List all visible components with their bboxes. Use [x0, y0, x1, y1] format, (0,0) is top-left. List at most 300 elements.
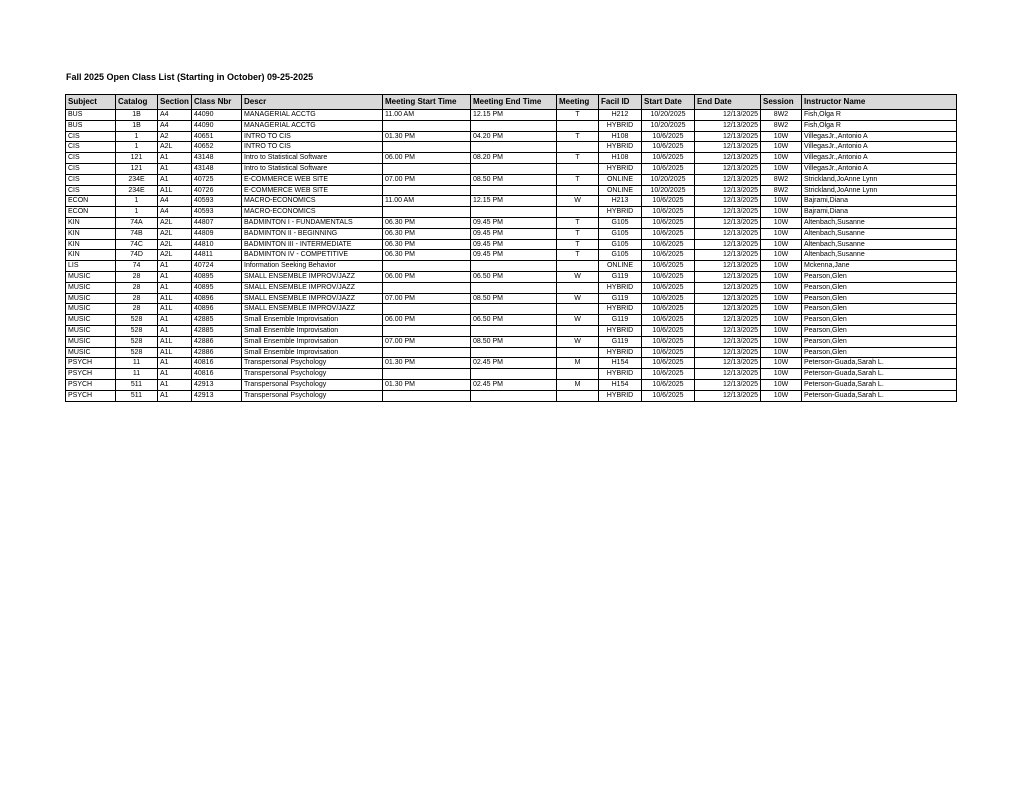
cell-section: A1L [158, 185, 192, 196]
cell-instructor-name: Altenbach,Susanne [802, 250, 957, 261]
table-row [66, 163, 957, 174]
cell-end-date: 12/13/2025 [695, 379, 761, 390]
cell-instructor-name: Pearson,Glen [802, 336, 957, 347]
cell-end-date: 12/13/2025 [695, 390, 761, 401]
cell-section: A2L [158, 217, 192, 228]
cell-catalog: 1 [116, 131, 158, 142]
cell-instructor-name: Pearson,Glen [802, 271, 957, 282]
cell-instructor-name: Strickland,JoAnne Lynn [802, 174, 957, 185]
cell-facil-id: G119 [599, 315, 642, 326]
cell-instructor-name: VillegasJr.,Antonio A [802, 153, 957, 164]
cell-meeting-end-time: 06.50 PM [471, 271, 557, 282]
cell-end-date: 12/13/2025 [695, 282, 761, 293]
cell-meeting: T [557, 239, 599, 250]
table-row [66, 196, 957, 207]
cell-subject: PSYCH [66, 369, 116, 380]
cell-class-nbr: 40726 [192, 185, 242, 196]
cell-start-date: 10/6/2025 [642, 153, 695, 164]
cell-descr: Intro to Statistical Software [242, 163, 383, 174]
cell-meeting-end-time [471, 261, 557, 272]
cell-section: A1L [158, 293, 192, 304]
cell-meeting: M [557, 379, 599, 390]
class-list-table [65, 94, 957, 402]
cell-catalog: 28 [116, 282, 158, 293]
cell-instructor-name: Fish,Olga R [802, 120, 957, 131]
cell-meeting: W [557, 196, 599, 207]
cell-subject: KIN [66, 239, 116, 250]
table-row [66, 304, 957, 315]
cell-instructor-name: Bajrami,Diana [802, 207, 957, 218]
cell-meeting-start-time: 01.30 PM [383, 131, 471, 142]
cell-meeting-start-time [383, 390, 471, 401]
cell-catalog: 528 [116, 336, 158, 347]
cell-section: A1L [158, 347, 192, 358]
cell-meeting-start-time: 07.00 PM [383, 293, 471, 304]
cell-descr: SMALL ENSEMBLE IMPROV/JAZZ [242, 282, 383, 293]
table-row [66, 369, 957, 380]
cell-section: A2 [158, 131, 192, 142]
cell-end-date: 12/13/2025 [695, 174, 761, 185]
cell-class-nbr: 40593 [192, 196, 242, 207]
cell-descr: Transpersonal Psychology [242, 379, 383, 390]
cell-facil-id: H154 [599, 379, 642, 390]
table-row [66, 390, 957, 401]
cell-facil-id: HYBRID [599, 347, 642, 358]
cell-facil-id: HYBRID [599, 163, 642, 174]
cell-session: 10W [761, 153, 802, 164]
column-header-catalog: Catalog [116, 95, 158, 110]
cell-descr: SMALL ENSEMBLE IMPROV/JAZZ [242, 271, 383, 282]
cell-facil-id: G119 [599, 336, 642, 347]
cell-meeting [557, 282, 599, 293]
cell-subject: ECON [66, 207, 116, 218]
cell-class-nbr: 44810 [192, 239, 242, 250]
cell-end-date: 12/13/2025 [695, 153, 761, 164]
cell-meeting [557, 369, 599, 380]
cell-end-date: 12/13/2025 [695, 163, 761, 174]
cell-session: 10W [761, 369, 802, 380]
table-row [66, 153, 957, 164]
cell-facil-id: H154 [599, 358, 642, 369]
table-row [66, 217, 957, 228]
cell-facil-id: G105 [599, 250, 642, 261]
cell-meeting: T [557, 250, 599, 261]
cell-descr: SMALL ENSEMBLE IMPROV/JAZZ [242, 304, 383, 315]
cell-class-nbr: 40816 [192, 369, 242, 380]
cell-facil-id: G119 [599, 271, 642, 282]
cell-instructor-name: Peterson-Guada,Sarah L. [802, 379, 957, 390]
cell-meeting-end-time [471, 120, 557, 131]
cell-section: A1 [158, 163, 192, 174]
cell-meeting-end-time: 09.45 PM [471, 239, 557, 250]
cell-catalog: 528 [116, 325, 158, 336]
cell-facil-id: H108 [599, 153, 642, 164]
cell-meeting-start-time: 06.30 PM [383, 250, 471, 261]
cell-session: 10W [761, 196, 802, 207]
cell-facil-id: H212 [599, 110, 642, 121]
cell-meeting-end-time: 04.20 PM [471, 131, 557, 142]
cell-class-nbr: 42886 [192, 336, 242, 347]
table-row [66, 347, 957, 358]
cell-meeting-start-time: 11.00 AM [383, 110, 471, 121]
cell-end-date: 12/13/2025 [695, 358, 761, 369]
cell-start-date: 10/20/2025 [642, 185, 695, 196]
cell-meeting-start-time: 06.00 PM [383, 315, 471, 326]
cell-start-date: 10/6/2025 [642, 261, 695, 272]
cell-facil-id: HYBRID [599, 304, 642, 315]
cell-section: A2L [158, 142, 192, 153]
cell-section: A1 [158, 358, 192, 369]
cell-meeting: T [557, 131, 599, 142]
cell-session: 10W [761, 261, 802, 272]
cell-session: 10W [761, 347, 802, 358]
cell-descr: Transpersonal Psychology [242, 358, 383, 369]
cell-meeting [557, 120, 599, 131]
cell-facil-id: ONLINE [599, 174, 642, 185]
cell-catalog: 74D [116, 250, 158, 261]
table-row [66, 261, 957, 272]
cell-meeting: T [557, 217, 599, 228]
cell-subject: KIN [66, 250, 116, 261]
cell-meeting-end-time: 09.45 PM [471, 250, 557, 261]
cell-facil-id: G105 [599, 217, 642, 228]
cell-end-date: 12/13/2025 [695, 304, 761, 315]
cell-descr: Information Seeking Behavior [242, 261, 383, 272]
table-row [66, 174, 957, 185]
cell-facil-id: HYBRID [599, 325, 642, 336]
cell-catalog: 1 [116, 196, 158, 207]
cell-start-date: 10/6/2025 [642, 369, 695, 380]
table-row [66, 293, 957, 304]
cell-start-date: 10/6/2025 [642, 196, 695, 207]
cell-class-nbr: 42913 [192, 390, 242, 401]
cell-meeting-end-time: 02.45 PM [471, 358, 557, 369]
cell-section: A4 [158, 196, 192, 207]
cell-meeting-start-time [383, 185, 471, 196]
cell-meeting-start-time [383, 282, 471, 293]
cell-meeting-start-time [383, 369, 471, 380]
cell-meeting-start-time [383, 347, 471, 358]
cell-section: A1 [158, 325, 192, 336]
cell-meeting-start-time [383, 207, 471, 218]
table-body [66, 110, 957, 402]
cell-meeting-end-time: 06.50 PM [471, 315, 557, 326]
cell-catalog: 1 [116, 142, 158, 153]
cell-end-date: 12/13/2025 [695, 207, 761, 218]
cell-start-date: 10/20/2025 [642, 174, 695, 185]
cell-meeting [557, 163, 599, 174]
cell-meeting-start-time: 01.30 PM [383, 379, 471, 390]
cell-meeting-start-time: 01.30 PM [383, 358, 471, 369]
column-header-meeting: Meeting [557, 95, 599, 110]
cell-subject: CIS [66, 174, 116, 185]
cell-catalog: 28 [116, 271, 158, 282]
cell-meeting-end-time: 12.15 PM [471, 110, 557, 121]
cell-catalog: 528 [116, 347, 158, 358]
cell-facil-id: G105 [599, 239, 642, 250]
cell-descr: Small Ensemble Improvisation [242, 347, 383, 358]
cell-meeting-end-time: 08.20 PM [471, 153, 557, 164]
cell-descr: Transpersonal Psychology [242, 390, 383, 401]
cell-descr: Small Ensemble Improvisation [242, 315, 383, 326]
cell-catalog: 234E [116, 185, 158, 196]
cell-class-nbr: 40652 [192, 142, 242, 153]
cell-meeting-end-time: 08.50 PM [471, 336, 557, 347]
table-row [66, 336, 957, 347]
cell-end-date: 12/13/2025 [695, 120, 761, 131]
cell-end-date: 12/13/2025 [695, 315, 761, 326]
column-header-meeting-start-time: Meeting Start Time [383, 95, 471, 110]
cell-catalog: 511 [116, 379, 158, 390]
cell-session: 10W [761, 325, 802, 336]
cell-descr: INTRO TO CIS [242, 131, 383, 142]
cell-meeting-start-time: 06.30 PM [383, 239, 471, 250]
cell-session: 10W [761, 250, 802, 261]
cell-facil-id: HYBRID [599, 142, 642, 153]
cell-subject: KIN [66, 228, 116, 239]
cell-instructor-name: Mckenna,Jane [802, 261, 957, 272]
cell-meeting-start-time [383, 142, 471, 153]
cell-subject: CIS [66, 185, 116, 196]
cell-subject: CIS [66, 153, 116, 164]
cell-section: A1 [158, 261, 192, 272]
table-row [66, 358, 957, 369]
cell-facil-id: ONLINE [599, 261, 642, 272]
cell-section: A1 [158, 315, 192, 326]
cell-meeting: W [557, 271, 599, 282]
cell-meeting [557, 304, 599, 315]
cell-session: 10W [761, 282, 802, 293]
cell-descr: MACRO-ECONOMICS [242, 207, 383, 218]
table-row [66, 131, 957, 142]
table-row [66, 379, 957, 390]
cell-subject: KIN [66, 217, 116, 228]
cell-subject: CIS [66, 131, 116, 142]
cell-facil-id: HYBRID [599, 390, 642, 401]
cell-facil-id: H108 [599, 131, 642, 142]
cell-meeting-end-time [471, 282, 557, 293]
cell-end-date: 12/13/2025 [695, 336, 761, 347]
cell-instructor-name: Altenbach,Susanne [802, 228, 957, 239]
cell-class-nbr: 43148 [192, 153, 242, 164]
cell-end-date: 12/13/2025 [695, 250, 761, 261]
cell-start-date: 10/6/2025 [642, 282, 695, 293]
cell-end-date: 12/13/2025 [695, 239, 761, 250]
cell-class-nbr: 43148 [192, 163, 242, 174]
cell-section: A2L [158, 250, 192, 261]
cell-descr: BADMINTON IV - COMPETITIVE [242, 250, 383, 261]
cell-meeting-start-time [383, 120, 471, 131]
cell-subject: MUSIC [66, 347, 116, 358]
cell-subject: CIS [66, 163, 116, 174]
cell-meeting-end-time: 09.45 PM [471, 217, 557, 228]
cell-session: 10W [761, 163, 802, 174]
cell-start-date: 10/6/2025 [642, 228, 695, 239]
cell-meeting: M [557, 358, 599, 369]
column-header-class-nbr: Class Nbr [192, 95, 242, 110]
cell-descr: E-COMMERCE WEB SITE [242, 174, 383, 185]
cell-section: A1L [158, 336, 192, 347]
cell-catalog: 28 [116, 304, 158, 315]
cell-descr: BADMINTON II - BEGINNING [242, 228, 383, 239]
cell-end-date: 12/13/2025 [695, 228, 761, 239]
cell-catalog: 74 [116, 261, 158, 272]
cell-meeting: T [557, 153, 599, 164]
cell-start-date: 10/6/2025 [642, 163, 695, 174]
cell-catalog: 234E [116, 174, 158, 185]
cell-section: A1 [158, 369, 192, 380]
cell-class-nbr: 44809 [192, 228, 242, 239]
table-row [66, 239, 957, 250]
cell-session: 8W2 [761, 185, 802, 196]
cell-meeting [557, 207, 599, 218]
cell-start-date: 10/6/2025 [642, 250, 695, 261]
cell-descr: INTRO TO CIS [242, 142, 383, 153]
cell-subject: MUSIC [66, 315, 116, 326]
column-header-instructor-name: Instructor Name [802, 95, 957, 110]
cell-meeting-end-time: 08.50 PM [471, 293, 557, 304]
cell-meeting-start-time: 06.30 PM [383, 217, 471, 228]
column-header-start-date: Start Date [642, 95, 695, 110]
cell-catalog: 74A [116, 217, 158, 228]
cell-start-date: 10/6/2025 [642, 271, 695, 282]
column-header-facil-id: Facil ID [599, 95, 642, 110]
cell-instructor-name: Strickland,JoAnne Lynn [802, 185, 957, 196]
cell-session: 10W [761, 207, 802, 218]
cell-session: 10W [761, 142, 802, 153]
cell-meeting: T [557, 110, 599, 121]
cell-meeting-end-time: 08.50 PM [471, 174, 557, 185]
cell-subject: PSYCH [66, 379, 116, 390]
table-header-row [66, 95, 957, 110]
cell-instructor-name: VillegasJr.,Antonio A [802, 163, 957, 174]
cell-instructor-name: VillegasJr.,Antonio A [802, 142, 957, 153]
cell-meeting [557, 325, 599, 336]
cell-descr: SMALL ENSEMBLE IMPROV/JAZZ [242, 293, 383, 304]
cell-session: 8W2 [761, 174, 802, 185]
cell-instructor-name: Altenbach,Susanne [802, 217, 957, 228]
cell-section: A1 [158, 153, 192, 164]
cell-section: A4 [158, 120, 192, 131]
cell-meeting-start-time: 06.30 PM [383, 228, 471, 239]
cell-section: A1 [158, 379, 192, 390]
cell-section: A4 [158, 110, 192, 121]
cell-meeting-end-time [471, 163, 557, 174]
cell-session: 10W [761, 304, 802, 315]
cell-class-nbr: 44090 [192, 120, 242, 131]
cell-meeting-end-time: 02.45 PM [471, 379, 557, 390]
cell-meeting-end-time [471, 207, 557, 218]
cell-section: A1 [158, 282, 192, 293]
cell-class-nbr: 42913 [192, 379, 242, 390]
cell-session: 10W [761, 217, 802, 228]
cell-meeting-start-time [383, 261, 471, 272]
cell-start-date: 10/6/2025 [642, 142, 695, 153]
cell-end-date: 12/13/2025 [695, 293, 761, 304]
cell-meeting [557, 142, 599, 153]
cell-meeting: W [557, 293, 599, 304]
column-header-subject: Subject [66, 95, 116, 110]
cell-class-nbr: 44807 [192, 217, 242, 228]
cell-descr: BADMINTON I - FUNDAMENTALS [242, 217, 383, 228]
cell-end-date: 12/13/2025 [695, 217, 761, 228]
cell-subject: ECON [66, 196, 116, 207]
cell-session: 10W [761, 239, 802, 250]
cell-descr: BADMINTON III - INTERMEDIATE [242, 239, 383, 250]
cell-start-date: 10/6/2025 [642, 131, 695, 142]
cell-facil-id: HYBRID [599, 369, 642, 380]
cell-class-nbr: 42885 [192, 325, 242, 336]
cell-section: A1 [158, 390, 192, 401]
cell-catalog: 121 [116, 163, 158, 174]
cell-session: 8W2 [761, 120, 802, 131]
cell-end-date: 12/13/2025 [695, 369, 761, 380]
cell-instructor-name: Peterson-Guada,Sarah L. [802, 390, 957, 401]
cell-meeting-start-time [383, 304, 471, 315]
cell-meeting-end-time [471, 185, 557, 196]
cell-start-date: 10/6/2025 [642, 390, 695, 401]
cell-start-date: 10/6/2025 [642, 315, 695, 326]
cell-section: A4 [158, 207, 192, 218]
cell-catalog: 74B [116, 228, 158, 239]
table-row [66, 120, 957, 131]
cell-catalog: 1B [116, 110, 158, 121]
cell-session: 10W [761, 315, 802, 326]
cell-descr: Small Ensemble Improvisation [242, 336, 383, 347]
cell-descr: E-COMMERCE WEB SITE [242, 185, 383, 196]
cell-start-date: 10/6/2025 [642, 293, 695, 304]
cell-start-date: 10/6/2025 [642, 217, 695, 228]
cell-catalog: 121 [116, 153, 158, 164]
column-header-session: Session [761, 95, 802, 110]
cell-session: 8W2 [761, 110, 802, 121]
cell-instructor-name: Pearson,Glen [802, 325, 957, 336]
cell-class-nbr: 44090 [192, 110, 242, 121]
cell-meeting-end-time [471, 142, 557, 153]
cell-facil-id: H213 [599, 196, 642, 207]
cell-subject: PSYCH [66, 358, 116, 369]
cell-class-nbr: 42886 [192, 347, 242, 358]
cell-meeting: W [557, 315, 599, 326]
column-header-end-date: End Date [695, 95, 761, 110]
cell-descr: Small Ensemble Improvisation [242, 325, 383, 336]
cell-class-nbr: 40896 [192, 304, 242, 315]
cell-subject: MUSIC [66, 336, 116, 347]
cell-class-nbr: 40895 [192, 271, 242, 282]
column-header-descr: Descr [242, 95, 383, 110]
cell-end-date: 12/13/2025 [695, 261, 761, 272]
cell-end-date: 12/13/2025 [695, 142, 761, 153]
cell-end-date: 12/13/2025 [695, 131, 761, 142]
cell-class-nbr: 40725 [192, 174, 242, 185]
cell-meeting-end-time: 09.45 PM [471, 228, 557, 239]
cell-instructor-name: Pearson,Glen [802, 293, 957, 304]
cell-subject: MUSIC [66, 282, 116, 293]
table-row [66, 250, 957, 261]
cell-descr: MANAGERIAL ACCTG [242, 110, 383, 121]
cell-end-date: 12/13/2025 [695, 347, 761, 358]
cell-descr: MANAGERIAL ACCTG [242, 120, 383, 131]
cell-instructor-name: Bajrami,Diana [802, 196, 957, 207]
cell-section: A1L [158, 304, 192, 315]
cell-start-date: 10/6/2025 [642, 304, 695, 315]
cell-meeting-start-time: 07.00 PM [383, 336, 471, 347]
cell-meeting [557, 390, 599, 401]
cell-meeting [557, 347, 599, 358]
cell-meeting-end-time: 12.15 PM [471, 196, 557, 207]
cell-descr: Transpersonal Psychology [242, 369, 383, 380]
cell-catalog: 511 [116, 390, 158, 401]
